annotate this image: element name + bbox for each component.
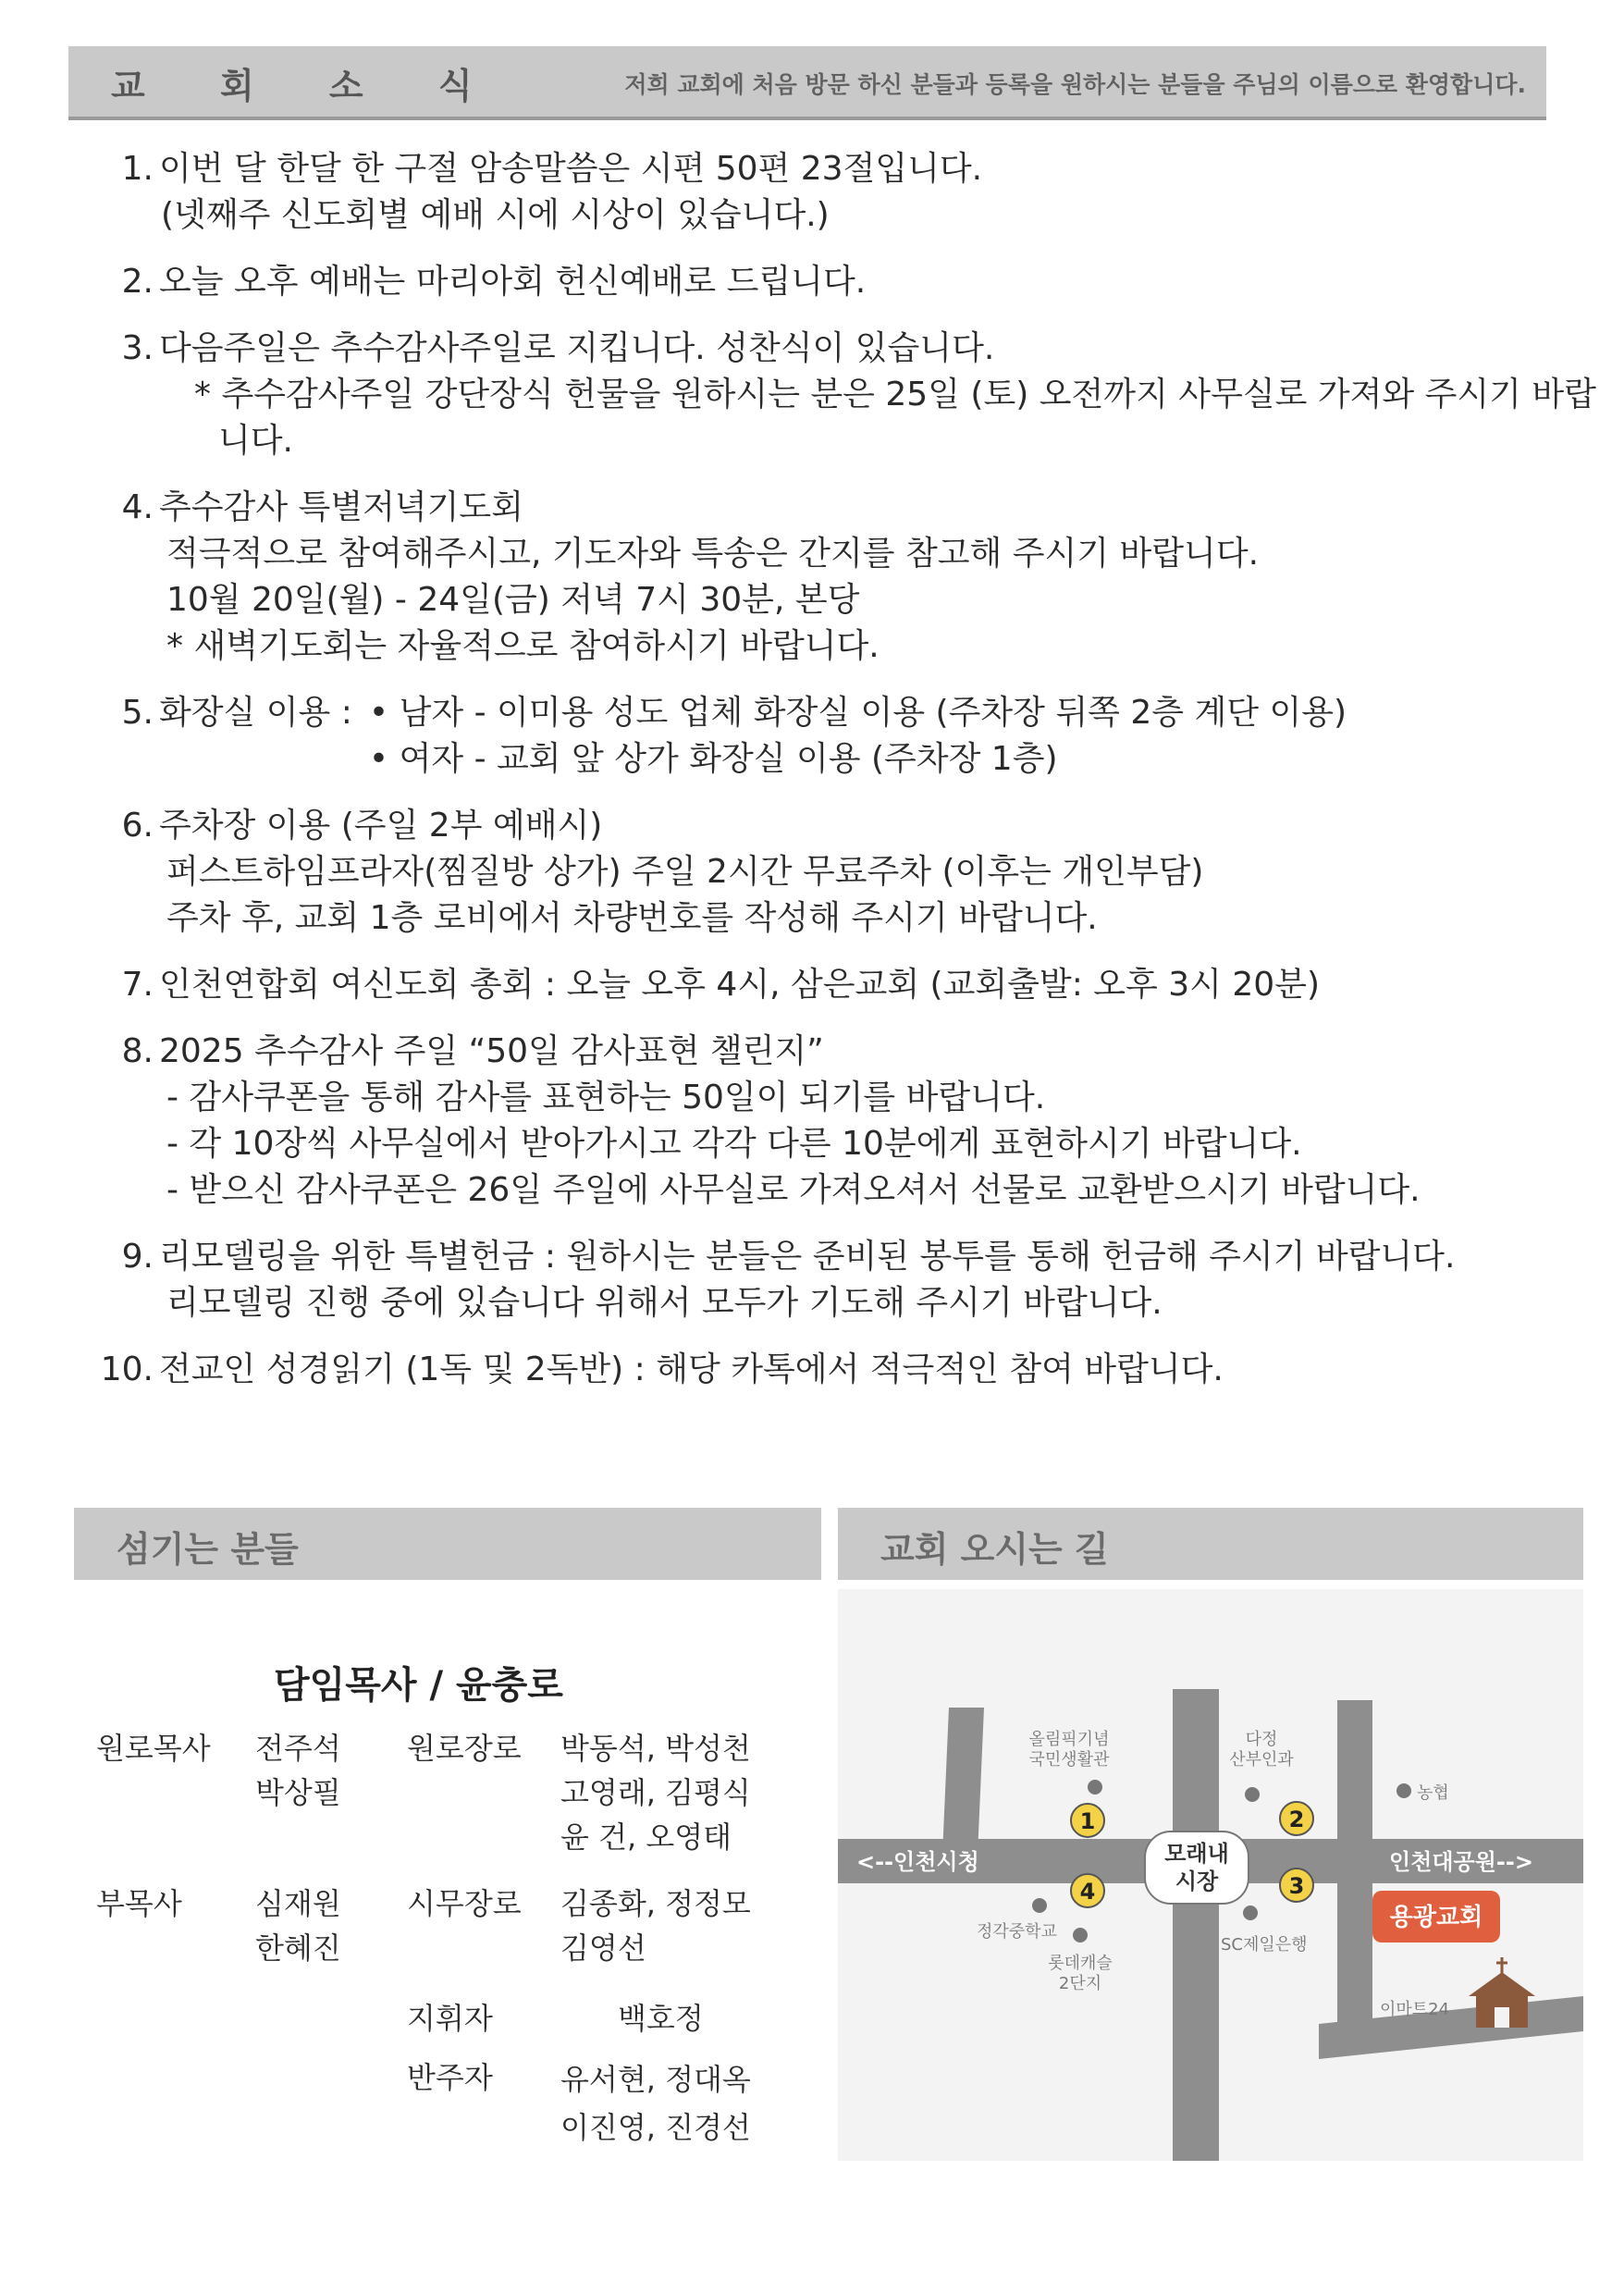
arrow-city-hall: <--인천시청 bbox=[856, 1849, 979, 1875]
church-label: 용광교회 bbox=[1389, 1904, 1483, 1931]
directions-map bbox=[838, 1589, 1583, 2161]
exit-1-label: 1 bbox=[1079, 1808, 1096, 1834]
olympic-dot bbox=[1088, 1780, 1102, 1794]
emeritus-pastor-names: 전주석 박상필 bbox=[255, 1731, 341, 1810]
active-elder-names: 김종화, 정정모 김영선 bbox=[560, 1886, 751, 1966]
active-elder-label: 시무장로 bbox=[407, 1886, 522, 1921]
notice-7: 7. 인천연합회 여신도회 총회 : 오늘 오후 4시, 삼은교회 (교회출발: 오후 3시 20분) bbox=[121, 966, 1321, 1004]
olympic-label-line2: 국민생활관 bbox=[1028, 1750, 1110, 1770]
lotte-label-line2: 2단지 bbox=[1058, 1974, 1102, 1993]
notices-title: 교 회 소 식 bbox=[111, 66, 504, 106]
notice-10: 10. 전교인 성경읽기 (1독 및 2독반) : 해당 카톡에서 적극적인 참여 바랍니다. bbox=[100, 1350, 1224, 1388]
lotte-label-line1: 롯데캐슬 bbox=[1048, 1954, 1113, 1973]
accompanist-names: 유서현, 정대옥 이진영, 진경선 bbox=[560, 2062, 751, 2145]
emart-label: 이마트24 bbox=[1380, 2000, 1450, 2019]
notice-1: 1. 이번 달 한달 한 구절 암송말씀은 시편 50편 23절입니다. (넷째주 신도회별 예배 시에 시상이 있습니다.) bbox=[121, 150, 983, 234]
olympic-label-line1: 올림픽기념 bbox=[1028, 1730, 1110, 1749]
school-label: 정각중학교 bbox=[977, 1922, 1057, 1942]
school-dot bbox=[1032, 1898, 1047, 1913]
road-main-vertical bbox=[1173, 1689, 1219, 2161]
notice-4: 4. 추수감사 특별저녁기도회 적극적으로 참여해주시고, 기도자와 특송은 간지를 참고해 주시기 바랍니다. 10월 20일(월) - 24일(금) 저녁 7시 30분, 본당 * 새벽기도회는 자율적으로 참여하시기 바랍니다. bbox=[121, 488, 1260, 665]
notice-5: 5. 화장실 이용 : • 남자 - 이미용 성도 업체 화장실 이용 (주차장 뒤쪽 2층 계단 이용) • 여자 - 교회 앞 상가 화장실 이용 (주차장 1층) bbox=[111, 690, 1591, 783]
emeritus-pastor-label: 원로목사 bbox=[96, 1731, 211, 1766]
associate-pastor-label: 부목사 bbox=[96, 1886, 182, 1921]
road-right-vertical bbox=[1337, 1700, 1372, 2024]
church-icon bbox=[1469, 1957, 1535, 2028]
exit-3-label: 3 bbox=[1288, 1873, 1305, 1899]
sc-bank-label: SC제일은행 bbox=[1221, 1935, 1308, 1955]
dajeong-dot bbox=[1245, 1787, 1260, 1802]
sc-bank-dot bbox=[1243, 1906, 1258, 1920]
conductor-name: 백호정 bbox=[618, 2001, 704, 2036]
lotte-dot bbox=[1073, 1928, 1088, 1942]
notices-header bbox=[68, 46, 1546, 120]
notice-6: 6. 주차장 이용 (주일 2부 예배시) 퍼스트하임프라자(찜질방 상가) 주일 2시간 무료주차 (이후는 개인부담) 주차 후, 교회 1층 로비에서 차량번호를 작성해 주시기 바랍니다. bbox=[121, 807, 1204, 937]
notice-8: 8. 2025 추수감사 주일 “50일 감사표현 챌린지” - 감사쿠폰을 통해 감사를 표현하는 50일이 되기를 바랍니다. - 각 10장씩 사무실에서 받아가시고 각각 다른 10분에게 표현하시기 바랍니다. - 받으신 감사쿠폰은 26일 주일에 사무실로 가져오셔서 선물로 교환받으시기 바랍니다. bbox=[121, 1032, 1421, 1209]
exit-2-label: 2 bbox=[1288, 1807, 1305, 1832]
exit-4-label: 4 bbox=[1079, 1879, 1096, 1905]
restroom-label: 화장실 이용 : bbox=[159, 694, 352, 732]
nonghyup-dot bbox=[1396, 1783, 1411, 1798]
arrow-grand-park: 인천대공원--> bbox=[1389, 1849, 1533, 1875]
accompanist-label: 반주자 bbox=[407, 2060, 493, 2095]
senior-pastor: 담임목사 / 윤충로 bbox=[274, 1664, 563, 1707]
emeritus-elder-names: 박동석, 박성천 고영래, 김평식 윤 건, 오영태 bbox=[560, 1731, 751, 1855]
map-svg bbox=[838, 1589, 1583, 2161]
staff-header: 섬기는 분들 bbox=[74, 1508, 821, 1580]
emeritus-elder-label: 원로장로 bbox=[407, 1731, 522, 1766]
nonghyup-label: 농협 bbox=[1417, 1783, 1449, 1803]
dajeong-label-line1: 다정 bbox=[1245, 1730, 1278, 1749]
conductor-label: 지휘자 bbox=[407, 2001, 493, 2036]
directions-header: 교회 오시는 길 bbox=[838, 1508, 1583, 1580]
notices-list bbox=[100, 146, 1596, 1413]
market-label-line2: 시장 bbox=[1175, 1868, 1219, 1894]
notice-3: 3. 다음주일은 추수감사주일로 지킵니다. 성찬식이 있습니다. * 추수감사주일 강단장식 헌물을 원하시는 분은 25일 (토) 오전까지 사무실로 가져와 주시기 바랍니다. bbox=[121, 329, 1596, 460]
welcome-text: 저희 교회에 처음 방문 하신 분들과 등록을 원하시는 분들을 주님의 이름으로 환영합니다. bbox=[624, 71, 1526, 98]
market-label-line1: 모래내 bbox=[1164, 1841, 1229, 1867]
notice-9: 9. 리모델링을 위한 특별헌금 : 원하시는 분들은 준비된 봉투를 통해 헌금해 주시기 바랍니다. 리모델링 진행 중에 있습니다 위해서 모두가 기도해 주시기 바랍니다. bbox=[121, 1238, 1456, 1322]
dajeong-label-line2: 산부인과 bbox=[1229, 1750, 1294, 1770]
associate-pastor-names: 심재원 한혜진 bbox=[255, 1886, 341, 1966]
notice-2: 2. 오늘 오후 예배는 마리아회 헌신예배로 드립니다. bbox=[121, 263, 867, 301]
